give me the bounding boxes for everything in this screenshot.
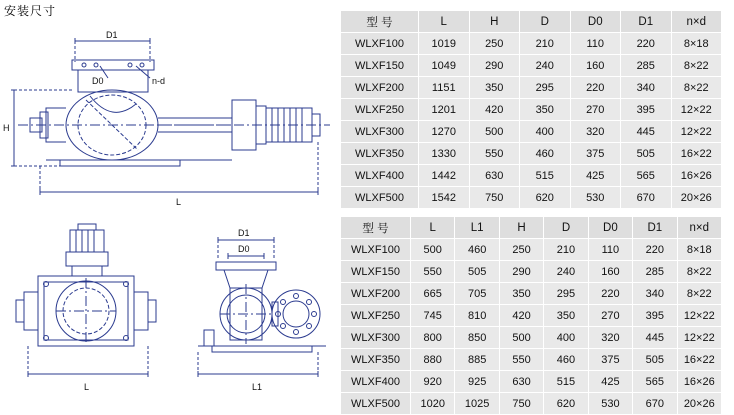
value-cell: 340 — [633, 283, 677, 305]
value-cell: 12×22 — [671, 121, 722, 143]
model-cell: WLXF300 — [341, 327, 411, 349]
value-cell: 425 — [570, 165, 621, 187]
value-cell: 565 — [633, 371, 677, 393]
value-cell: 1151 — [419, 77, 470, 99]
value-cell: 220 — [570, 77, 621, 99]
value-cell: 320 — [588, 327, 632, 349]
value-cell: 500 — [469, 121, 520, 143]
value-cell: 350 — [499, 283, 543, 305]
table-row — [341, 393, 722, 415]
value-cell: 8×22 — [671, 77, 722, 99]
value-cell: 240 — [520, 55, 571, 77]
model-cell: WLXF250 — [341, 305, 411, 327]
table-row — [341, 77, 722, 99]
table-header-row — [341, 11, 722, 33]
table-row — [341, 327, 722, 349]
value-cell: 670 — [633, 393, 677, 415]
value-cell: 750 — [469, 187, 520, 209]
technical-drawing-panel — [0, 0, 340, 406]
model-cell: WLXF300 — [341, 121, 419, 143]
value-cell: 1330 — [419, 143, 470, 165]
side-elevation-drawing — [0, 0, 340, 212]
value-cell: 500 — [411, 239, 455, 261]
value-cell: 505 — [455, 261, 499, 283]
value-cell: 530 — [588, 393, 632, 415]
value-cell: 250 — [469, 33, 520, 55]
value-cell: 1020 — [411, 393, 455, 415]
value-cell: 395 — [633, 305, 677, 327]
table-row — [341, 165, 722, 187]
value-cell: 505 — [621, 143, 672, 165]
table-header-row — [341, 217, 722, 239]
table1-header-cell: D1 — [621, 11, 672, 33]
table-row — [341, 143, 722, 165]
value-cell: 620 — [544, 393, 588, 415]
value-cell: 350 — [520, 99, 571, 121]
model-cell: WLXF150 — [341, 261, 411, 283]
value-cell: 8×22 — [671, 55, 722, 77]
value-cell: 530 — [570, 187, 621, 209]
model-cell: WLXF150 — [341, 55, 419, 77]
table1-header-cell: 型 号 — [341, 11, 419, 33]
value-cell: 8×22 — [677, 283, 721, 305]
table-row — [341, 261, 722, 283]
value-cell: 630 — [469, 165, 520, 187]
model-cell: WLXF250 — [341, 99, 419, 121]
table2-header-cell: D1 — [633, 217, 677, 239]
value-cell: 290 — [469, 55, 520, 77]
model-cell: WLXF500 — [341, 393, 411, 415]
value-cell: 20×26 — [677, 393, 721, 415]
table-row — [341, 305, 722, 327]
dimension-table-1 — [340, 10, 722, 209]
model-cell: WLXF400 — [341, 371, 411, 393]
model-cell: WLXF100 — [341, 239, 411, 261]
value-cell: 340 — [621, 77, 672, 99]
dim-label-d1-end: D1 — [238, 228, 250, 238]
table-row — [341, 239, 722, 261]
value-cell: 160 — [570, 55, 621, 77]
dim-label-l-top: L — [176, 197, 182, 207]
value-cell: 745 — [411, 305, 455, 327]
value-cell: 210 — [544, 239, 588, 261]
value-cell: 420 — [469, 99, 520, 121]
value-cell: 350 — [469, 77, 520, 99]
model-cell: WLXF350 — [341, 349, 411, 371]
dimension-table-2 — [340, 216, 722, 415]
value-cell: 445 — [633, 327, 677, 349]
value-cell: 16×26 — [671, 165, 722, 187]
value-cell: 16×22 — [677, 349, 721, 371]
value-cell: 565 — [621, 165, 672, 187]
value-cell: 285 — [633, 261, 677, 283]
value-cell: 8×18 — [677, 239, 721, 261]
table-row — [341, 33, 722, 55]
model-cell: WLXF100 — [341, 33, 419, 55]
value-cell: 550 — [469, 143, 520, 165]
value-cell: 925 — [455, 371, 499, 393]
value-cell: 460 — [455, 239, 499, 261]
value-cell: 620 — [520, 187, 571, 209]
value-cell: 16×22 — [671, 143, 722, 165]
value-cell: 16×26 — [677, 371, 721, 393]
value-cell: 500 — [499, 327, 543, 349]
table-row — [341, 371, 722, 393]
value-cell: 20×26 — [671, 187, 722, 209]
table1-header-cell: n×d — [671, 11, 722, 33]
dim-label-d0-end: D0 — [238, 244, 250, 254]
value-cell: 320 — [570, 121, 621, 143]
dim-label-h-top: H — [3, 123, 10, 133]
value-cell: 800 — [411, 327, 455, 349]
value-cell: 350 — [544, 305, 588, 327]
value-cell: 290 — [499, 261, 543, 283]
value-cell: 12×22 — [677, 305, 721, 327]
model-cell: WLXF350 — [341, 143, 419, 165]
table1-header-cell: H — [469, 11, 520, 33]
value-cell: 240 — [544, 261, 588, 283]
value-cell: 420 — [499, 305, 543, 327]
value-cell: 1270 — [419, 121, 470, 143]
dim-label-l-plan: L — [84, 382, 90, 392]
model-cell: WLXF200 — [341, 283, 411, 305]
value-cell: 395 — [621, 99, 672, 121]
value-cell: 1542 — [419, 187, 470, 209]
value-cell: 375 — [570, 143, 621, 165]
value-cell: 295 — [544, 283, 588, 305]
value-cell: 400 — [520, 121, 571, 143]
value-cell: 1049 — [419, 55, 470, 77]
table-row — [341, 121, 722, 143]
value-cell: 445 — [621, 121, 672, 143]
value-cell: 220 — [621, 33, 672, 55]
table2-header-cell: H — [499, 217, 543, 239]
value-cell: 8×22 — [677, 261, 721, 283]
model-cell: WLXF200 — [341, 77, 419, 99]
value-cell: 270 — [570, 99, 621, 121]
end-view-drawing — [178, 218, 338, 400]
value-cell: 750 — [499, 393, 543, 415]
value-cell: 270 — [588, 305, 632, 327]
value-cell: 885 — [455, 349, 499, 371]
table1-header-cell: D0 — [570, 11, 621, 33]
value-cell: 110 — [588, 239, 632, 261]
value-cell: 220 — [633, 239, 677, 261]
value-cell: 460 — [520, 143, 571, 165]
table-row — [341, 99, 722, 121]
page-title: 安装尺寸 — [4, 4, 57, 18]
value-cell: 110 — [570, 33, 621, 55]
table1-header-cell: D — [520, 11, 571, 33]
value-cell: 220 — [588, 283, 632, 305]
value-cell: 810 — [455, 305, 499, 327]
value-cell: 665 — [411, 283, 455, 305]
value-cell: 1201 — [419, 99, 470, 121]
value-cell: 12×22 — [671, 99, 722, 121]
value-cell: 1019 — [419, 33, 470, 55]
dimension-tables — [340, 10, 734, 415]
table2-header-cell: L — [411, 217, 455, 239]
table-row — [341, 55, 722, 77]
model-cell: WLXF500 — [341, 187, 419, 209]
value-cell: 250 — [499, 239, 543, 261]
value-cell: 8×18 — [671, 33, 722, 55]
table2-header-cell: D0 — [588, 217, 632, 239]
table2-header-cell: L1 — [455, 217, 499, 239]
value-cell: 550 — [499, 349, 543, 371]
value-cell: 920 — [411, 371, 455, 393]
value-cell: 850 — [455, 327, 499, 349]
value-cell: 630 — [499, 371, 543, 393]
value-cell: 1442 — [419, 165, 470, 187]
value-cell: 295 — [520, 77, 571, 99]
value-cell: 285 — [621, 55, 672, 77]
model-cell: WLXF400 — [341, 165, 419, 187]
value-cell: 460 — [544, 349, 588, 371]
table-row — [341, 283, 722, 305]
table2-header-cell: 型 号 — [341, 217, 411, 239]
value-cell: 670 — [621, 187, 672, 209]
value-cell: 880 — [411, 349, 455, 371]
value-cell: 515 — [520, 165, 571, 187]
value-cell: 160 — [588, 261, 632, 283]
dim-label-nd-top: n-d — [152, 76, 166, 86]
value-cell: 550 — [411, 261, 455, 283]
dim-label-d0-top: D0 — [92, 76, 104, 86]
value-cell: 505 — [633, 349, 677, 371]
dim-label-l1-end: L1 — [252, 382, 263, 392]
value-cell: 1025 — [455, 393, 499, 415]
dim-label-d1-top: D1 — [106, 30, 118, 40]
table-row — [341, 187, 722, 209]
value-cell: 425 — [588, 371, 632, 393]
table1-header-cell: L — [419, 11, 470, 33]
value-cell: 375 — [588, 349, 632, 371]
plan-view-drawing — [8, 218, 178, 400]
value-cell: 210 — [520, 33, 571, 55]
table-row — [341, 349, 722, 371]
value-cell: 705 — [455, 283, 499, 305]
value-cell: 515 — [544, 371, 588, 393]
value-cell: 400 — [544, 327, 588, 349]
table2-header-cell: n×d — [677, 217, 721, 239]
table2-header-cell: D — [544, 217, 588, 239]
value-cell: 12×22 — [677, 327, 721, 349]
